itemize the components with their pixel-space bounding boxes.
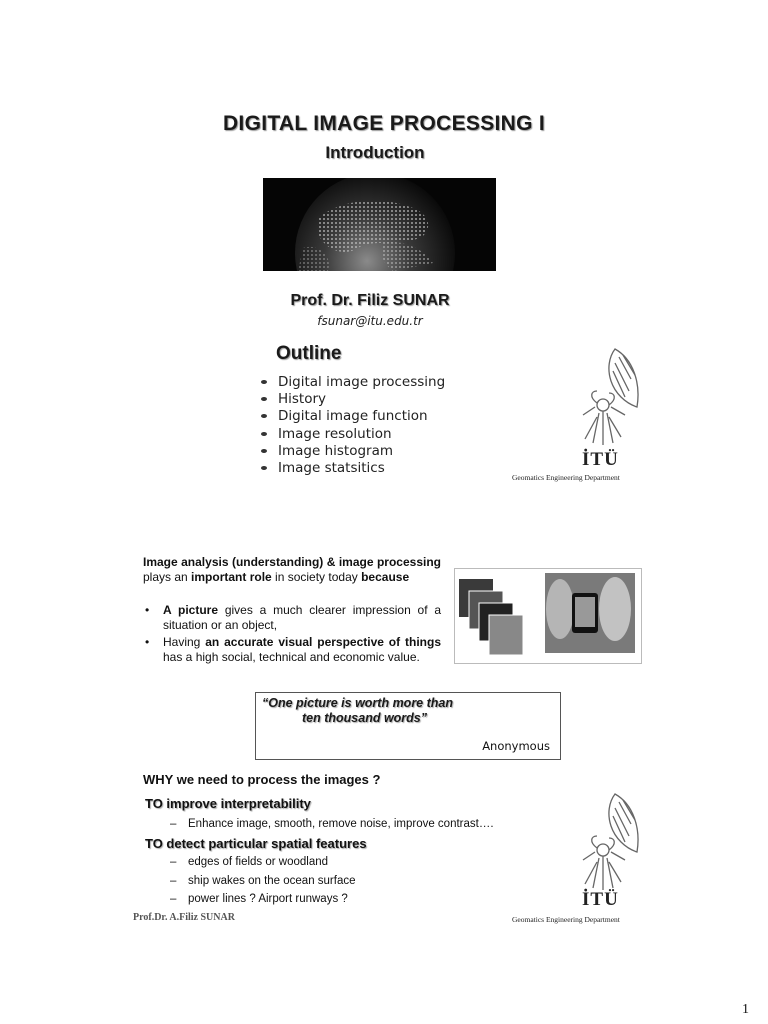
list-item: – edges of fields or woodland	[170, 856, 328, 868]
department-label: Geomatics Engineering Department	[512, 915, 620, 924]
list-item: Digital image processing	[258, 374, 445, 391]
itu-logo-text: İTÜ	[582, 889, 619, 910]
para-bold-text: Image analysis (understanding) & image processing	[143, 555, 441, 569]
bullet-text: Having	[163, 635, 206, 649]
bug-logo-icon	[575, 790, 643, 898]
bug-logo-icon	[575, 345, 643, 453]
list-item: Image resolution	[258, 426, 445, 443]
section-heading: TO detect particular spatial features	[145, 836, 367, 851]
bullet-bold-text: A picture	[163, 603, 219, 617]
intro-paragraph	[143, 555, 441, 585]
outline-list	[258, 374, 445, 477]
para-text: in society today	[271, 570, 362, 584]
itu-logo-text: İTÜ	[582, 449, 619, 470]
quote-box	[255, 692, 561, 760]
reasons-list	[143, 603, 441, 667]
list-item: – power lines ? Airport runways ?	[170, 893, 348, 905]
photos-image	[454, 568, 642, 664]
author-name: Prof. Dr. Filiz SUNAR	[290, 292, 450, 309]
quote-text	[262, 696, 453, 726]
why-heading: WHY we need to process the images ?	[143, 772, 381, 787]
list-item: History	[258, 391, 445, 408]
globe-image	[263, 178, 496, 271]
bullet-text: gives a much clearer impression of a situation or an object,	[163, 603, 442, 632]
para-bold-text: because	[361, 570, 410, 584]
document-subtitle: Introduction	[325, 143, 425, 162]
outline-heading: Outline	[276, 343, 342, 364]
list-item	[143, 635, 441, 665]
section-heading: TO improve interpretability	[145, 796, 311, 811]
department-label: Geomatics Engineering Department	[512, 473, 620, 482]
document-title: DIGITAL IMAGE PROCESSING I	[222, 112, 546, 135]
para-bold-text: important role	[191, 570, 272, 584]
list-item: Image histogram	[258, 443, 445, 460]
quote-line: “One picture is worth more than	[262, 696, 453, 710]
bullet-bold-text: an accurate visual perspective of things	[205, 635, 441, 649]
quote-author: Anonymous	[482, 739, 550, 753]
para-text: plays an	[143, 570, 192, 584]
bullet-text: has a high social, technical and economic value.	[163, 650, 420, 664]
list-item: Digital image function	[258, 408, 445, 425]
list-item	[143, 603, 441, 633]
author-email: fsunar@itu.edu.tr	[317, 314, 423, 328]
footer-author: Prof.Dr. A.Filiz SUNAR	[133, 912, 235, 923]
quote-line: ten thousand words”	[302, 711, 427, 725]
list-item: Image statsitics	[258, 460, 445, 477]
list-item: – Enhance image, smooth, remove noise, improve contrast….	[170, 818, 494, 830]
list-item: – ship wakes on the ocean surface	[170, 875, 356, 887]
page-number: 1	[742, 1002, 749, 1017]
